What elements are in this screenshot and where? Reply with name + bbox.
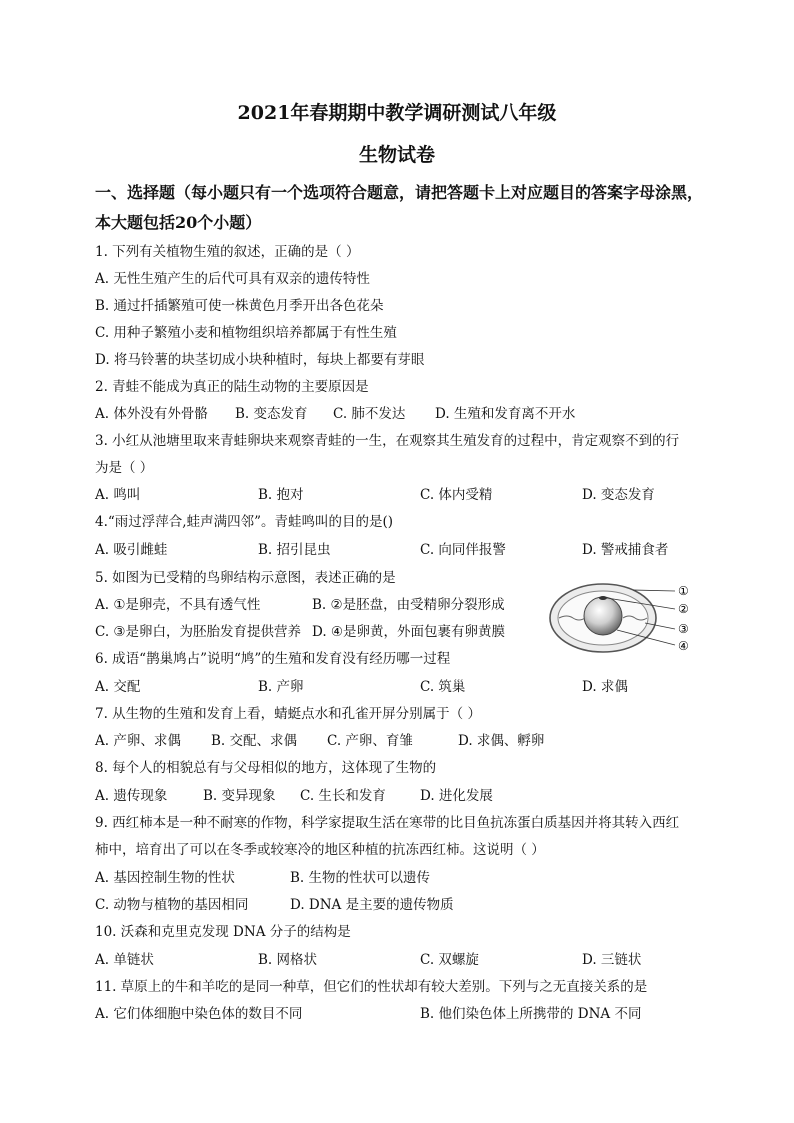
q8-option-d: D. 进化发展 — [420, 788, 493, 804]
q3-stem-line1: 3. 小红从池塘里取来青蛙卵块来观察青蛙的一生，在观察其生殖发育的过程中，肯定观察不到的行 — [95, 433, 680, 449]
q9-option-a: A. 基因控制生物的性状 — [95, 870, 235, 886]
q6-option-d: D. 求偶 — [582, 679, 628, 695]
q4-stem: 4.“雨过浮萍合,蛙声满四邻”。青蛙鸣叫的目的是() — [95, 514, 394, 530]
q6-option-c: C. 筑巢 — [420, 679, 466, 695]
bird-egg-svg — [545, 578, 705, 658]
q5-option-b: B. ②是胚盘，由受精卵分裂形成 — [312, 597, 505, 613]
q5-stem: 5. 如图为已受精的鸟卵结构示意图，表述正确的是 — [95, 570, 396, 586]
q10-stem: 10. 沃森和克里克发现 DNA 分子的结构是 — [95, 924, 351, 940]
q5-option-c: C. ③是卵白，为胚胎发育提供营养 — [95, 624, 302, 640]
q7-option-b: B. 交配、求偶 — [211, 733, 298, 749]
q9-option-c: C. 动物与植物的基因相同 — [95, 897, 249, 913]
q5-option-d: D. ④是卵黄，外面包裹有卵黄膜 — [312, 624, 506, 640]
q3-option-a: A. 鸣叫 — [95, 487, 141, 503]
q10-option-a: A. 单链状 — [95, 952, 154, 968]
exam-subtitle: 生物试卷 — [358, 144, 435, 166]
q7-option-a: A. 产卵、求偶 — [95, 733, 181, 749]
q4-option-c: C. 向同伴报警 — [420, 542, 506, 558]
q2-option-d: D. 生殖和发育离不开水 — [435, 406, 576, 422]
q10-option-b: B. 网格状 — [258, 952, 318, 968]
q2-option-c: C. 肺不发达 — [333, 406, 406, 422]
q6-option-a: A. 交配 — [95, 679, 141, 695]
section-heading: 一、选择题（每小题只有一个选项符合题意，请把答题卡上对应题目的答案字母涂黑，本大题包括20个小题） — [95, 183, 704, 232]
q1-option-d: D. 将马铃薯的块茎切成小块种植时，每块上都要有芽眼 — [95, 352, 425, 368]
q1-option-c: C. 用种子繁殖小麦和植物组织培养都属于有性生殖 — [95, 325, 397, 341]
label-3: ③ — [678, 622, 689, 636]
label-1: ① — [678, 584, 689, 598]
q1-option-b: B. 通过扦插繁殖可使一株黄色月季开出各色花朵 — [95, 298, 384, 314]
q8-option-a: A. 遗传现象 — [95, 788, 168, 804]
q6-stem: 6. 成语“鹊巢鸠占”说明“鸠”的生殖和发育没有经历哪一过程 — [95, 651, 451, 667]
q1-stem: 1. 下列有关植物生殖的叙述，正确的是（ ） — [95, 244, 360, 260]
bird-egg-diagram — [545, 578, 705, 662]
germinal-disc — [599, 596, 607, 600]
q6-option-b: B. 产卵 — [258, 679, 304, 695]
q9-stem-line1: 9. 西红柿本是一种不耐寒的作物，科学家提取生活在寒带的比目鱼抗冻蛋白质基因并将其转入西红 — [95, 815, 680, 831]
q8-stem: 8. 每个人的相貌总有与父母相似的地方，这体现了生物的 — [95, 760, 437, 776]
q3-option-b: B. 抱对 — [258, 487, 304, 503]
q10-option-c: C. 双螺旋 — [420, 952, 479, 968]
q9-option-b: B. 生物的性状可以遗传 — [290, 870, 431, 886]
q11-option-b: B. 他们染色体上所携带的 DNA 不同 — [420, 1006, 642, 1022]
q4-option-a: A. 吸引雌蛙 — [95, 542, 168, 558]
q5-option-a: A. ①是卵壳，不具有透气性 — [95, 597, 261, 613]
q7-stem: 7. 从生物的生殖和发育上看，蜻蜓点水和孔雀开屏分别属于（ ） — [95, 706, 481, 722]
q9-option-d: D. DNA 是主要的遗传物质 — [290, 897, 454, 913]
q3-option-c: C. 体内受精 — [420, 487, 493, 503]
q7-option-d: D. 求偶、孵卵 — [458, 733, 545, 749]
q8-option-b: B. 变异现象 — [203, 788, 276, 804]
q9-stem-line2: 柿中，培育出了可以在冬季或较寒冷的地区种植的抗冻西红柿。这说明（ ） — [95, 842, 545, 858]
q2-stem: 2. 青蛙不能成为真正的陆生动物的主要原因是 — [95, 379, 369, 395]
q11-option-a: A. 它们体细胞中染色体的数目不同 — [95, 1006, 303, 1022]
q10-option-d: D. 三链状 — [582, 952, 642, 968]
label-2: ② — [678, 602, 689, 616]
egg-yolk — [584, 597, 622, 635]
q2-option-a: A. 体外没有外骨骼 — [95, 406, 208, 422]
q11-stem: 11. 草原上的牛和羊吃的是同一种草，但它们的性状却有较大差别。下列与之无直接关系的是 — [95, 979, 648, 995]
q4-option-d: D. 警戒捕食者 — [582, 542, 669, 558]
q8-option-c: C. 生长和发育 — [300, 788, 386, 804]
q7-option-c: C. 产卵、育雏 — [327, 733, 413, 749]
q3-option-d: D. 变态发育 — [582, 487, 655, 503]
q2-option-b: B. 变态发育 — [235, 406, 308, 422]
label-4: ④ — [678, 639, 689, 653]
q3-stem-line2: 为是（ ） — [95, 460, 154, 476]
q1-option-a: A. 无性生殖产生的后代可具有双亲的遗传特性 — [95, 271, 370, 287]
exam-title: 2021年春期期中教学调研测试八年级 — [237, 102, 557, 124]
q4-option-b: B. 招引昆虫 — [258, 542, 331, 558]
